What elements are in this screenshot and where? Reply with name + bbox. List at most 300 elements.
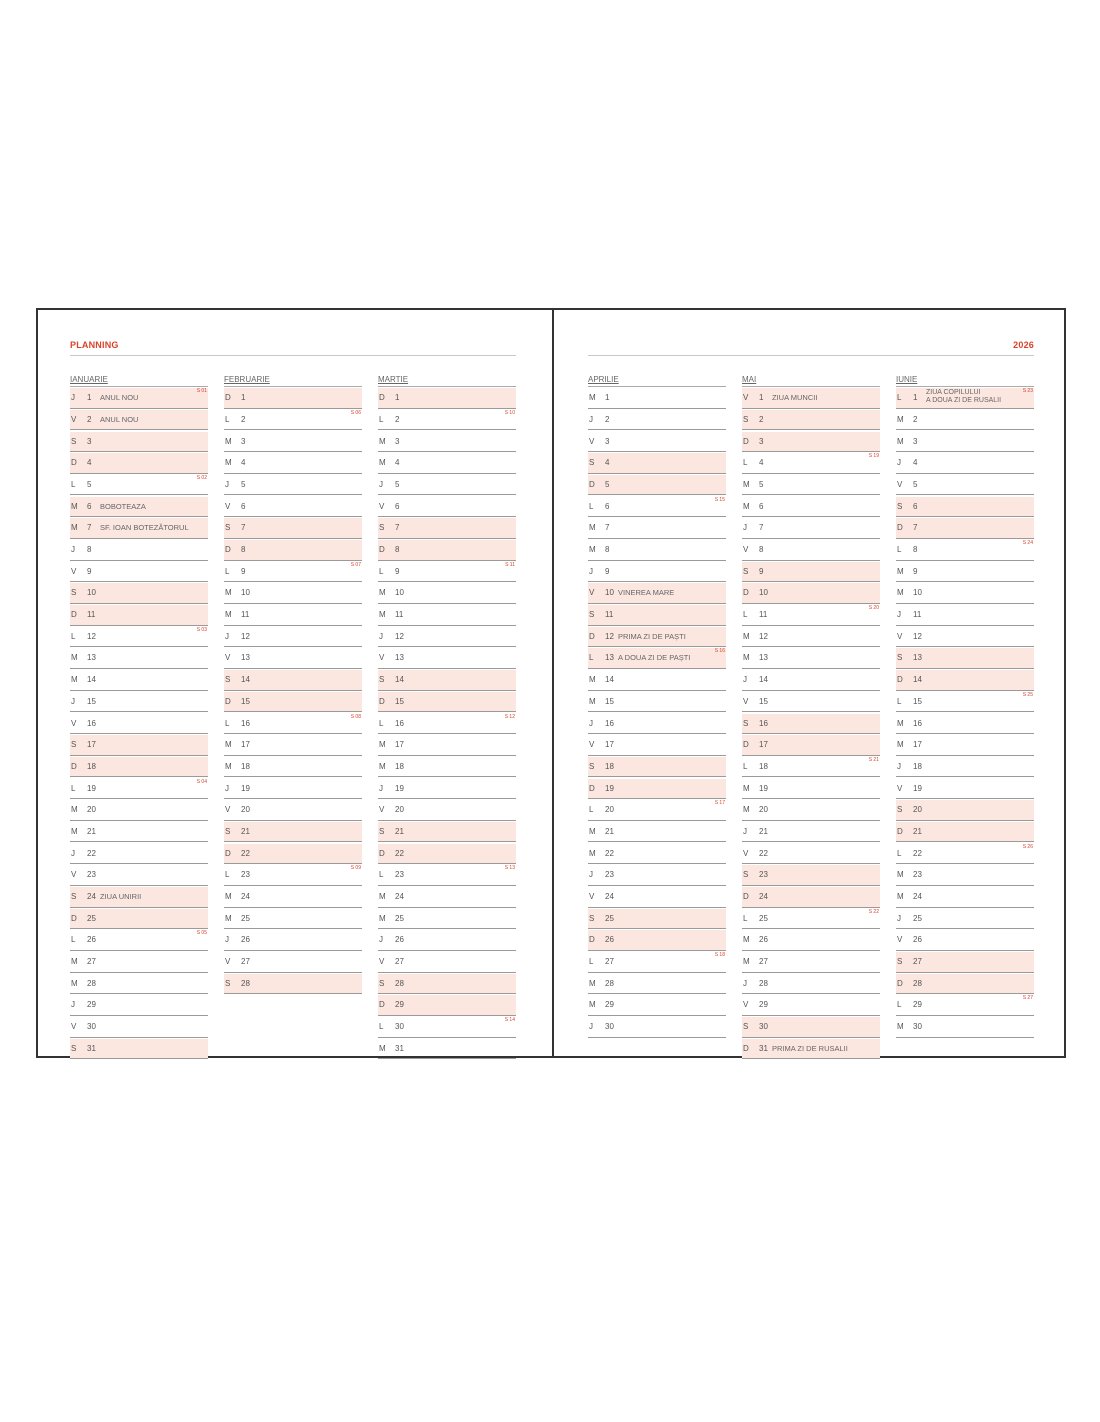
day-row[interactable] — [588, 475, 726, 496]
day-row[interactable] — [896, 497, 1034, 518]
day-number: 30 — [913, 1022, 922, 1032]
day-row[interactable] — [742, 432, 880, 453]
day-row[interactable] — [224, 714, 362, 735]
day-row[interactable] — [896, 388, 1034, 409]
day-row[interactable] — [896, 995, 1034, 1016]
day-number: 8 — [759, 545, 764, 554]
day-number: 3 — [87, 436, 92, 446]
day-row[interactable] — [224, 475, 362, 496]
day-number: 3 — [913, 436, 918, 446]
day-row[interactable] — [70, 540, 208, 561]
day-row[interactable] — [588, 995, 726, 1016]
day-number: 16 — [913, 718, 922, 728]
day-row[interactable] — [224, 453, 362, 474]
day-row[interactable] — [742, 605, 880, 626]
weekday-letter: V — [71, 718, 77, 728]
day-row[interactable] — [70, 453, 208, 474]
weekday-letter: V — [71, 1022, 77, 1032]
weekday-letter: D — [897, 978, 903, 988]
day-row[interactable] — [70, 714, 208, 735]
day-number: 19 — [395, 783, 404, 793]
day-number: 14 — [605, 675, 614, 685]
day-number: 11 — [87, 610, 96, 620]
day-row[interactable] — [70, 605, 208, 626]
day-row[interactable] — [742, 757, 880, 778]
weekday-letter: M — [379, 761, 386, 771]
weekday-letter: D — [743, 892, 749, 901]
day-row[interactable] — [896, 410, 1034, 431]
day-row[interactable] — [70, 627, 208, 648]
day-row[interactable] — [742, 995, 880, 1016]
day-number: 15 — [395, 696, 404, 706]
day-row[interactable] — [70, 865, 208, 886]
weekday-letter: M — [379, 610, 386, 620]
day-number: 2 — [241, 414, 246, 424]
day-number: 9 — [759, 566, 764, 576]
day-number: 12 — [241, 631, 250, 641]
weekday-letter: S — [897, 653, 903, 663]
weekday-letter: D — [225, 545, 231, 554]
day-row[interactable] — [896, 757, 1034, 778]
day-row[interactable] — [896, 648, 1034, 669]
weekday-letter: J — [589, 718, 593, 728]
day-number: 8 — [395, 545, 400, 554]
day-row[interactable] — [588, 822, 726, 843]
day-row[interactable] — [378, 930, 516, 951]
weekday-letter: M — [71, 805, 78, 815]
week-number: S 19 — [868, 453, 879, 460]
weekday-letter: S — [379, 675, 385, 685]
month-name: APRILIE — [588, 373, 726, 387]
month-name: IUNIE — [896, 373, 1034, 387]
day-row[interactable] — [896, 909, 1034, 930]
day-row[interactable] — [896, 844, 1034, 865]
day-row[interactable] — [896, 518, 1034, 539]
day-row[interactable] — [378, 648, 516, 669]
day-row[interactable] — [742, 692, 880, 713]
day-row[interactable] — [378, 453, 516, 474]
day-row[interactable] — [742, 822, 880, 843]
weekday-letter: M — [589, 393, 596, 403]
day-row[interactable] — [588, 648, 726, 669]
day-row[interactable] — [588, 779, 726, 800]
weekday-letter: S — [71, 892, 77, 901]
day-row[interactable] — [378, 714, 516, 735]
day-number: 21 — [605, 826, 614, 836]
weekday-letter: M — [897, 588, 904, 598]
weekday-letter: M — [71, 653, 78, 663]
day-row[interactable] — [588, 714, 726, 735]
day-row[interactable] — [742, 518, 880, 539]
day-number: 22 — [605, 848, 614, 858]
day-row[interactable] — [588, 844, 726, 865]
day-row[interactable] — [224, 583, 362, 604]
weekday-letter: D — [743, 1043, 749, 1053]
day-row[interactable] — [588, 887, 726, 908]
day-row[interactable] — [742, 844, 880, 865]
day-row[interactable] — [224, 822, 362, 843]
day-row[interactable] — [378, 887, 516, 908]
day-row[interactable] — [742, 800, 880, 821]
day-number: 29 — [759, 1000, 768, 1010]
day-row[interactable] — [896, 432, 1034, 453]
day-row[interactable] — [588, 453, 726, 474]
day-number: 17 — [605, 740, 614, 750]
day-number: 23 — [395, 870, 404, 880]
week-number: S 18 — [714, 952, 725, 959]
weekday-letter: M — [225, 740, 232, 750]
day-row[interactable] — [896, 670, 1034, 691]
day-number: 4 — [395, 458, 400, 468]
day-row[interactable] — [224, 800, 362, 821]
day-row[interactable] — [70, 692, 208, 713]
day-row[interactable] — [588, 432, 726, 453]
day-row[interactable] — [588, 583, 726, 604]
day-row[interactable] — [70, 670, 208, 691]
day-number: 2 — [87, 414, 92, 424]
day-row[interactable] — [742, 410, 880, 431]
day-row[interactable] — [588, 692, 726, 713]
weekday-letter: D — [743, 588, 749, 598]
weekday-letter: V — [589, 588, 595, 598]
day-number: 23 — [759, 870, 768, 880]
day-row[interactable] — [224, 909, 362, 930]
day-row[interactable] — [70, 800, 208, 821]
day-row[interactable] — [742, 583, 880, 604]
day-row[interactable] — [378, 909, 516, 930]
day-number: 1 — [241, 393, 246, 403]
day-number: 6 — [605, 501, 610, 511]
day-row[interactable] — [742, 648, 880, 669]
day-row[interactable] — [588, 757, 726, 778]
day-row[interactable] — [224, 627, 362, 648]
day-number: 20 — [87, 805, 96, 815]
day-row[interactable] — [378, 497, 516, 518]
page-title: PLANNING — [70, 340, 516, 356]
day-row[interactable] — [378, 865, 516, 886]
day-row[interactable] — [742, 952, 880, 973]
day-number: 24 — [913, 892, 922, 901]
weekday-letter: V — [897, 935, 903, 945]
weekday-letter: J — [71, 1000, 75, 1010]
weekday-letter: S — [225, 826, 231, 836]
day-row[interactable] — [742, 540, 880, 561]
day-row[interactable] — [588, 1017, 726, 1038]
weekday-letter: S — [379, 523, 385, 533]
day-row[interactable] — [378, 432, 516, 453]
day-row[interactable] — [70, 1039, 208, 1060]
day-row[interactable] — [378, 540, 516, 561]
day-row[interactable] — [588, 865, 726, 886]
day-number: 4 — [87, 458, 92, 468]
day-row[interactable] — [70, 388, 208, 409]
day-row[interactable] — [224, 432, 362, 453]
weekday-letter: J — [225, 631, 229, 641]
day-row[interactable] — [896, 822, 1034, 843]
day-row[interactable] — [378, 410, 516, 431]
day-number: 27 — [241, 957, 250, 967]
day-number: 1 — [395, 393, 400, 403]
day-row[interactable] — [224, 757, 362, 778]
day-row[interactable] — [70, 497, 208, 518]
day-row[interactable] — [378, 475, 516, 496]
day-row[interactable] — [224, 887, 362, 908]
day-row[interactable] — [378, 670, 516, 691]
day-row[interactable] — [70, 974, 208, 995]
weekday-letter: D — [589, 479, 595, 489]
weekday-letter: L — [379, 870, 384, 880]
day-row[interactable] — [70, 757, 208, 778]
day-row[interactable] — [224, 648, 362, 669]
weekday-letter: S — [589, 761, 595, 771]
day-row[interactable] — [70, 822, 208, 843]
day-row[interactable] — [378, 692, 516, 713]
day-row[interactable] — [70, 410, 208, 431]
day-row[interactable] — [378, 562, 516, 583]
day-number: 4 — [605, 458, 610, 468]
day-row[interactable] — [224, 562, 362, 583]
weekday-letter: L — [897, 1000, 902, 1010]
weekday-letter: L — [71, 631, 76, 641]
weekday-letter: S — [71, 1043, 77, 1053]
day-number: 22 — [87, 848, 96, 858]
day-row[interactable] — [896, 583, 1034, 604]
day-row[interactable] — [896, 475, 1034, 496]
day-row[interactable] — [588, 388, 726, 409]
day-number: 5 — [241, 479, 246, 489]
day-number: 3 — [241, 436, 246, 446]
day-row[interactable] — [224, 974, 362, 995]
day-row[interactable] — [742, 627, 880, 648]
day-row[interactable] — [70, 909, 208, 930]
day-row[interactable] — [588, 605, 726, 626]
day-row[interactable] — [896, 540, 1034, 561]
weekday-letter: L — [225, 414, 230, 424]
week-number: S 12 — [504, 713, 515, 720]
day-row[interactable] — [224, 865, 362, 886]
week-number: S 09 — [350, 865, 361, 872]
weekday-letter: L — [589, 653, 594, 663]
day-row[interactable] — [224, 930, 362, 951]
weekday-letter: M — [743, 479, 750, 489]
day-row[interactable] — [224, 388, 362, 409]
day-row[interactable] — [742, 497, 880, 518]
day-row[interactable] — [378, 1017, 516, 1038]
day-row[interactable] — [896, 735, 1034, 756]
day-row[interactable] — [896, 974, 1034, 995]
weekday-letter: J — [589, 566, 593, 576]
day-row[interactable] — [896, 887, 1034, 908]
day-row[interactable] — [70, 648, 208, 669]
day-row[interactable] — [224, 844, 362, 865]
day-number: 1 — [605, 393, 610, 403]
day-number: 18 — [395, 761, 404, 771]
day-number: 8 — [913, 545, 918, 554]
day-row[interactable] — [742, 388, 880, 409]
day-row[interactable] — [70, 562, 208, 583]
day-row[interactable] — [378, 844, 516, 865]
day-row[interactable] — [588, 800, 726, 821]
day-row[interactable] — [742, 1039, 880, 1060]
day-row[interactable] — [742, 714, 880, 735]
holiday-note: PRIMA ZI DE RUSALII — [772, 1043, 848, 1053]
day-row[interactable] — [742, 909, 880, 930]
month-name: MARTIE — [378, 373, 516, 387]
day-row[interactable] — [896, 605, 1034, 626]
day-row[interactable] — [70, 952, 208, 973]
day-row[interactable] — [588, 540, 726, 561]
weekday-letter: D — [897, 826, 903, 836]
day-number: 22 — [759, 848, 768, 858]
day-row[interactable] — [378, 605, 516, 626]
day-row[interactable] — [588, 909, 726, 930]
day-row[interactable] — [224, 605, 362, 626]
day-row[interactable] — [224, 540, 362, 561]
day-row[interactable] — [378, 583, 516, 604]
day-row[interactable] — [896, 930, 1034, 951]
day-row[interactable] — [588, 518, 726, 539]
day-row[interactable] — [378, 822, 516, 843]
day-number: 17 — [395, 740, 404, 750]
day-row[interactable] — [378, 627, 516, 648]
day-row[interactable] — [742, 974, 880, 995]
week-number: S 22 — [868, 908, 879, 915]
day-row[interactable] — [70, 735, 208, 756]
day-row[interactable] — [70, 995, 208, 1016]
day-number: 9 — [913, 566, 918, 576]
day-row[interactable] — [70, 475, 208, 496]
day-number: 18 — [913, 761, 922, 771]
day-row[interactable] — [896, 1017, 1034, 1038]
day-row[interactable] — [588, 670, 726, 691]
day-number: 25 — [605, 913, 614, 923]
day-row[interactable] — [70, 518, 208, 539]
day-row[interactable] — [742, 887, 880, 908]
weekday-letter: L — [589, 957, 594, 967]
day-row[interactable] — [742, 1017, 880, 1038]
day-row[interactable] — [224, 670, 362, 691]
day-row[interactable] — [588, 735, 726, 756]
day-row[interactable] — [378, 952, 516, 973]
day-row[interactable] — [896, 627, 1034, 648]
weekday-letter: M — [225, 610, 232, 620]
day-row[interactable] — [742, 562, 880, 583]
day-row[interactable] — [70, 844, 208, 865]
day-row[interactable] — [896, 779, 1034, 800]
day-number: 16 — [87, 718, 96, 728]
day-row[interactable] — [378, 1039, 516, 1060]
weekday-letter: S — [743, 566, 749, 576]
day-row[interactable] — [588, 497, 726, 518]
day-row[interactable] — [70, 930, 208, 951]
day-row[interactable] — [742, 735, 880, 756]
day-row[interactable] — [588, 410, 726, 431]
weekday-letter: S — [225, 523, 231, 533]
day-row[interactable] — [224, 692, 362, 713]
day-row[interactable] — [742, 865, 880, 886]
day-row[interactable] — [742, 475, 880, 496]
day-number: 17 — [913, 740, 922, 750]
day-number: 21 — [87, 826, 96, 836]
day-row[interactable] — [378, 388, 516, 409]
day-row[interactable] — [896, 952, 1034, 973]
day-row[interactable] — [742, 930, 880, 951]
day-number: 23 — [87, 870, 96, 880]
day-row[interactable] — [378, 518, 516, 539]
weekday-letter: D — [589, 783, 595, 793]
day-row[interactable] — [588, 562, 726, 583]
day-row[interactable] — [224, 497, 362, 518]
day-row[interactable] — [588, 952, 726, 973]
day-row[interactable] — [896, 692, 1034, 713]
week-number: S 21 — [868, 756, 879, 763]
day-number: 22 — [395, 848, 404, 858]
weekday-letter: V — [71, 566, 77, 576]
weekday-letter: L — [589, 805, 594, 815]
day-row[interactable] — [70, 583, 208, 604]
day-row[interactable] — [742, 779, 880, 800]
day-row[interactable] — [378, 800, 516, 821]
day-row[interactable] — [896, 453, 1034, 474]
day-number: 2 — [605, 414, 610, 424]
day-row[interactable] — [378, 757, 516, 778]
weekday-letter: D — [379, 848, 385, 858]
day-row[interactable] — [224, 952, 362, 973]
day-number: 4 — [241, 458, 246, 468]
weekday-letter: M — [225, 913, 232, 923]
day-row[interactable] — [742, 453, 880, 474]
day-row[interactable] — [896, 562, 1034, 583]
weekday-letter: M — [379, 740, 386, 750]
weekday-letter: S — [897, 957, 903, 967]
week-number: S 04 — [196, 778, 207, 785]
weekday-letter: D — [379, 696, 385, 706]
day-row[interactable] — [896, 865, 1034, 886]
day-row[interactable] — [70, 432, 208, 453]
day-row[interactable] — [70, 887, 208, 908]
day-row[interactable] — [224, 779, 362, 800]
day-row[interactable] — [896, 714, 1034, 735]
day-number: 9 — [605, 566, 610, 576]
day-row[interactable] — [224, 518, 362, 539]
day-row[interactable] — [896, 800, 1034, 821]
day-number: 7 — [395, 523, 400, 533]
month-name: IANUARIE — [70, 373, 208, 387]
day-row[interactable] — [224, 410, 362, 431]
day-row[interactable] — [224, 735, 362, 756]
weekday-letter: V — [589, 436, 595, 446]
day-number: 25 — [241, 913, 250, 923]
weekday-letter: M — [897, 1022, 904, 1032]
holiday-note: ZIUA UNIRII — [100, 892, 142, 901]
day-row[interactable] — [378, 995, 516, 1016]
day-row[interactable] — [70, 779, 208, 800]
day-row[interactable] — [378, 974, 516, 995]
day-row[interactable] — [588, 974, 726, 995]
day-row[interactable] — [378, 735, 516, 756]
day-number: 15 — [87, 696, 96, 706]
day-row[interactable] — [588, 627, 726, 648]
day-row[interactable] — [70, 1017, 208, 1038]
day-row[interactable] — [378, 779, 516, 800]
day-row[interactable] — [588, 930, 726, 951]
weekday-letter: M — [743, 805, 750, 815]
day-number: 29 — [605, 1000, 614, 1010]
day-row[interactable] — [742, 670, 880, 691]
weekday-letter: J — [379, 479, 383, 489]
weekday-letter: J — [71, 545, 75, 554]
day-number: 26 — [913, 935, 922, 945]
